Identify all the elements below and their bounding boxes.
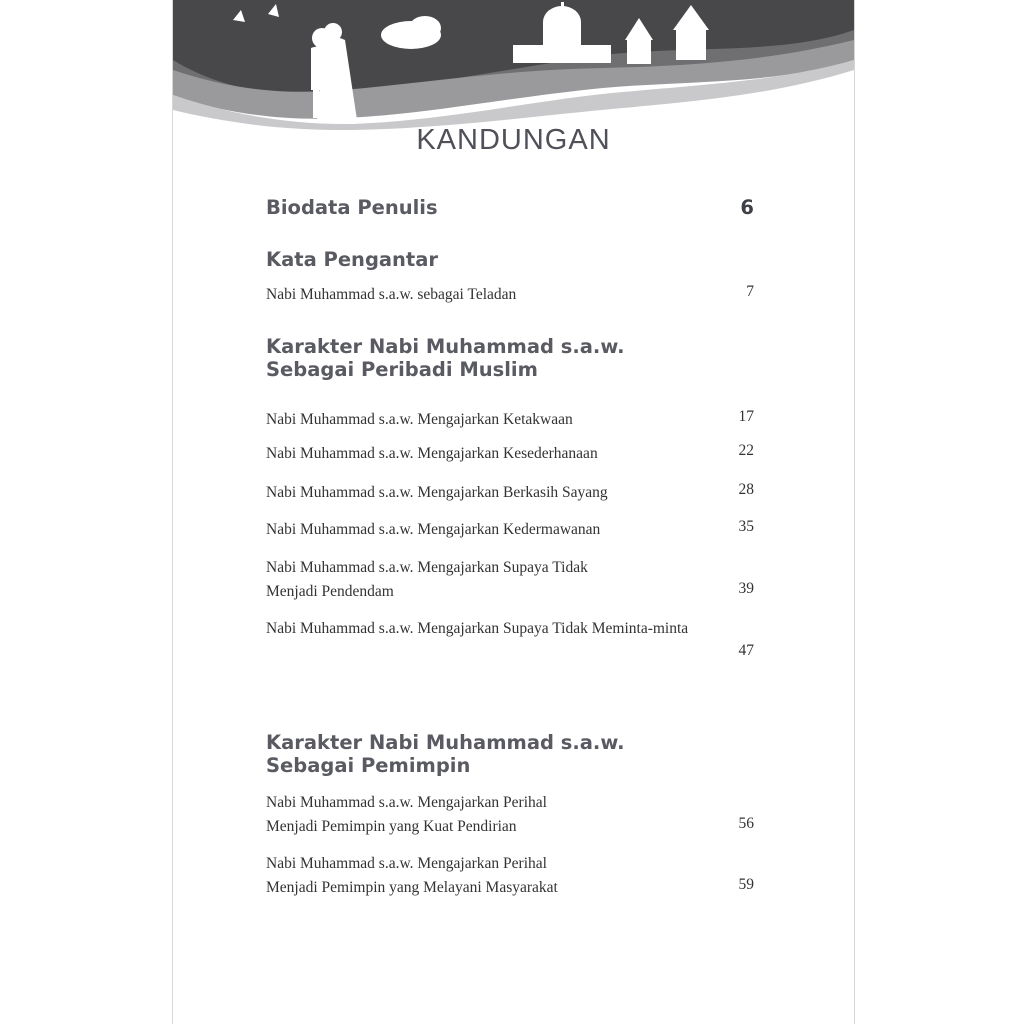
toc-entry-page: 59 [738,876,754,893]
toc-entry-page: 7 [746,283,754,300]
book-page [172,0,855,1024]
toc-entry-page: 28 [738,481,754,498]
toc-entry-line2: Menjadi Pendendam [266,583,394,600]
toc-entry: Nabi Muhammad s.a.w. Mengajarkan Supaya Tidak Meminta-minta [266,620,689,637]
toc-entry: Nabi Muhammad s.a.w. sebagai Teladan [266,286,517,303]
toc-entry-page: 22 [738,442,754,459]
toc-entry-page: 47 [738,642,754,659]
toc-entry-line2: Menjadi Pemimpin yang Melayani Masyarakat [266,879,558,896]
section-heading-peribadi-line1: Karakter Nabi Muhammad s.a.w. [266,335,625,358]
contents-title: KANDUNGAN [416,124,611,156]
toc-entry-page: 17 [738,408,754,425]
toc-entry-page: 39 [738,580,754,597]
toc-entry: Nabi Muhammad s.a.w. Mengajarkan Kedermawanan [266,521,601,538]
toc-entry-line1: Nabi Muhammad s.a.w. Mengajarkan Perihal [266,794,547,811]
section-heading-peribadi-line2: Sebagai Peribadi Muslim [266,358,538,381]
toc-entry-line1: Nabi Muhammad s.a.w. Mengajarkan Supaya Tidak [266,559,588,576]
toc-entry-page: 35 [738,518,754,535]
toc-entry: Nabi Muhammad s.a.w. Mengajarkan Kesederhanaan [266,445,598,462]
toc-entry-line1: Nabi Muhammad s.a.w. Mengajarkan Perihal [266,855,547,872]
section-page-number: 6 [740,196,754,219]
section-heading-pemimpin-line2: Sebagai Pemimpin [266,754,471,777]
toc-entry: Nabi Muhammad s.a.w. Mengajarkan Ketakwaan [266,411,573,428]
toc-entry-page: 56 [738,815,754,832]
header-illustration [173,0,854,130]
section-heading-pemimpin-line1: Karakter Nabi Muhammad s.a.w. [266,731,625,754]
section-heading-biodata: Biodata Penulis [266,196,438,219]
toc-entry: Nabi Muhammad s.a.w. Mengajarkan Berkasih Sayang [266,484,608,501]
section-heading-kata-pengantar: Kata Pengantar [266,248,439,271]
toc-entry-line2: Menjadi Pemimpin yang Kuat Pendirian [266,818,517,835]
